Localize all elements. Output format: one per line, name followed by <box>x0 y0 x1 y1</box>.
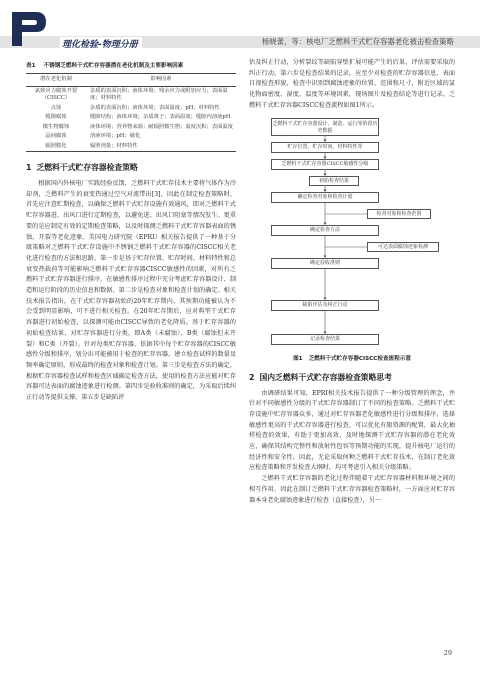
left-column <box>26 58 236 404</box>
table-header-mechanism: 潜在老化机制 <box>26 74 86 87</box>
flow-step: 记录检查结果 <box>271 334 379 345</box>
right-column <box>249 58 455 506</box>
flow-step: 初始检查结果 <box>309 176 359 186</box>
table-row <box>26 104 236 114</box>
aging-mechanism-table <box>26 73 236 152</box>
flow-step: 贮存位置、贮存时间、材料特性等 <box>271 142 379 153</box>
section-title: 国内乏燃料干式贮存容器检查策略思考 <box>259 372 392 382</box>
flow-step: 乏燃料干式贮存容器设计、制造、运行等阶段历史数据 <box>271 118 379 136</box>
flow-step: 缺陷评估及纠正行动 <box>271 300 379 311</box>
flow-step: 确定验收准则 <box>271 258 379 269</box>
flow-step: 可达表面腐蚀迹象检测 <box>367 242 439 252</box>
mechanism-cell: 辐照脆化 <box>26 142 86 152</box>
factors-cell: 缝隙结构；液体环境；杂质离子；表面温度；缝隙内溶液pH <box>90 114 231 120</box>
running-title: 杨晓蕾，等：核电厂乏燃料干式贮存容器老化被击检查策略 <box>261 37 454 46</box>
paragraph: 由调研结果可知，EPRI相关技术报告提供了一种分级管理的理念，并针对不同敏感性分级的干式贮存容器制订了不同的检查策略。乏燃料干式贮存设施中贮存容器众多，通过对贮存容器老化敏感性进行分级和排序，选择敏感性更高的干式贮存容器进行检查，可以优化有限资源的配置，最大化抽样检查的效果，有助于更加高效、及时地探测干式贮存容器的潜在老化效应，确保其结构完整性和放射性包容等预期功能的实现，提升核电厂运行的经济性和安全性。因此，无论采取何种乏燃料干式贮存技术，在制订老化效应检查策略和开发检查大纲时，均可考虑引入相关分级策略。 <box>249 389 455 472</box>
paragraph: 估及纠正行动，分析裂纹等缺陷穿壁扩展可能产生的后果，评估需要采取的纠正行动。第六步是检查结果的记录，应至少对检查的贮存容器信息，表面目视检查形貌，检查中识别到腐蚀迹象的位置、范围和尺寸，附近区域的氯化物面密度、湿度、温度等环境因素，现场图片及检查结论等进行记录。乏燃料干式贮存容器CISCC检查流程如图1所示。 <box>249 59 455 109</box>
table-caption <box>26 61 236 69</box>
table-row <box>26 132 236 142</box>
paragraph: 乏燃料干式贮存容器的老化过程伴随着干式贮存容器材料和环境之间的相互作用，因此在制订乏燃料干式贮存容器检查策略时，一方面应对贮存容器本身老化腐蚀迹象进行检查（直接检查），另一 <box>249 475 455 504</box>
page-header <box>0 0 480 52</box>
page-number: 29 <box>443 649 452 657</box>
factors-cell: 辐照剂量；材料特性 <box>86 142 236 152</box>
flow-step: 检查对象和检查范围 <box>367 209 431 219</box>
journal-name: 理化检验-物理分册 <box>60 37 142 50</box>
mechanism-cell: 点蚀 <box>50 104 62 111</box>
section-heading <box>26 162 236 173</box>
table-row <box>26 123 236 133</box>
factors-cell: 溶液环境；pH；敏化 <box>90 133 141 139</box>
section-number: 1 <box>26 163 32 172</box>
paragraph: 根据国内外核电厂实践经验反馈，乏燃料干式贮存技术主要将气体作为冷却剂，乏燃料产生的衰变热通过空气对流带出[3]，因此在制定检查策略时，首先应注意贮期检查，以确保乏燃料干式贮存设施有效通风，即对乏燃料干式贮存容器进、出风口进行定期检查，以避免进、出风口阻塞等情况发生。更重要的是应制定有效的定期检查策略，以及时探测乏燃料干式贮存容器表面的锈蚀、开裂等老化迹象。美国电力研究院（EPRI）相关报告提供了一种基于分级策略对乏燃料干式贮存设施中不锈钢乏燃料干式贮存容器的CISCC相关老化进行检查的方法和思路。第一步是基于贮存位置、贮存时间、材料特性和总衰变热载荷等可能影响乏燃料干式贮存容器CISCC敏感性的因素，对所有乏燃料干式贮存容器进行排序。在敏感性排序过程中充分考虑贮存容器设计、制造和运行阶段的历史信息和数据。第二步是检查对象和检查计划的确定。相关技术报告指出，在干式贮存容器初始的20年贮存期内，其预期功能被认为不会受到明显影响，可不进行相关检查。在20年贮存期后，应对典型干式贮存容器进行初始检查，以探测可能由CISCC导致的老化降质。基于贮存容器的初始检查结果，对贮存容器进行分类，即A类（未腐蚀）、B类（腐蚀但未开裂）和C类（开裂）。针对每类贮存容器，依据其中每个贮存容器的CISCC敏感性分级和排序，划分出可能被用于检查的贮存容器，建立检查试样的数量及频率确定原则，形成最终的检查对象和检查计划。第三步是检查方法的确定，根据贮存容器检查试样和检查区域确定检查方法，使用的检查方法应能对贮存容器可达表面的腐蚀迹象进行检测。第四步是验收准则的确定，为采取后续纠正行动等提供支撑。第五步是缺陷评 <box>26 180 236 402</box>
mechanism-cell: 氯致应力腐蚀开裂（CISCC） <box>34 87 78 101</box>
mechanism-cell: 晶间腐蚀 <box>45 133 67 139</box>
table-title: 不锈钢乏燃料干式贮存容器潜在老化机制及主要影响因素 <box>43 63 184 69</box>
section-number: 2 <box>249 372 255 382</box>
table-row <box>26 142 236 152</box>
table-header-factors: 影响因素 <box>86 74 236 87</box>
figure-caption <box>249 354 455 362</box>
factors-cell: 杂质的表面沉积；液体环境；残余应力或附加应力；表面温度；材料特性 <box>90 87 228 101</box>
section-title: 乏燃料干式贮存容器检查策略 <box>36 163 138 172</box>
flow-step: 确定检查对象和检查计划 <box>271 192 379 203</box>
factors-cell: 液体环境；营养物来源；耐辐照微生物；温度沉积；表面温度 <box>90 123 234 130</box>
figure-title: 乏燃料干式贮存容器CISCC检查流程示意 <box>308 355 411 362</box>
figure-number: 图1 <box>293 355 303 362</box>
mechanism-cell: 缝隙腐蚀 <box>45 114 67 120</box>
flow-step: 乏燃料干式贮存容器CISCC敏感性分级 <box>271 159 379 170</box>
mechanism-cell: 微生物腐蚀 <box>42 123 70 130</box>
flow-step: 确定检查方法 <box>271 225 379 236</box>
table-number: 表1 <box>26 63 36 69</box>
factors-cell: 杂质的表面沉积；液体环境；表面温度；pH；材料特性 <box>90 104 220 111</box>
table-row <box>26 86 236 104</box>
section-heading <box>249 372 455 383</box>
flowchart <box>249 118 455 350</box>
table-row <box>26 113 236 123</box>
